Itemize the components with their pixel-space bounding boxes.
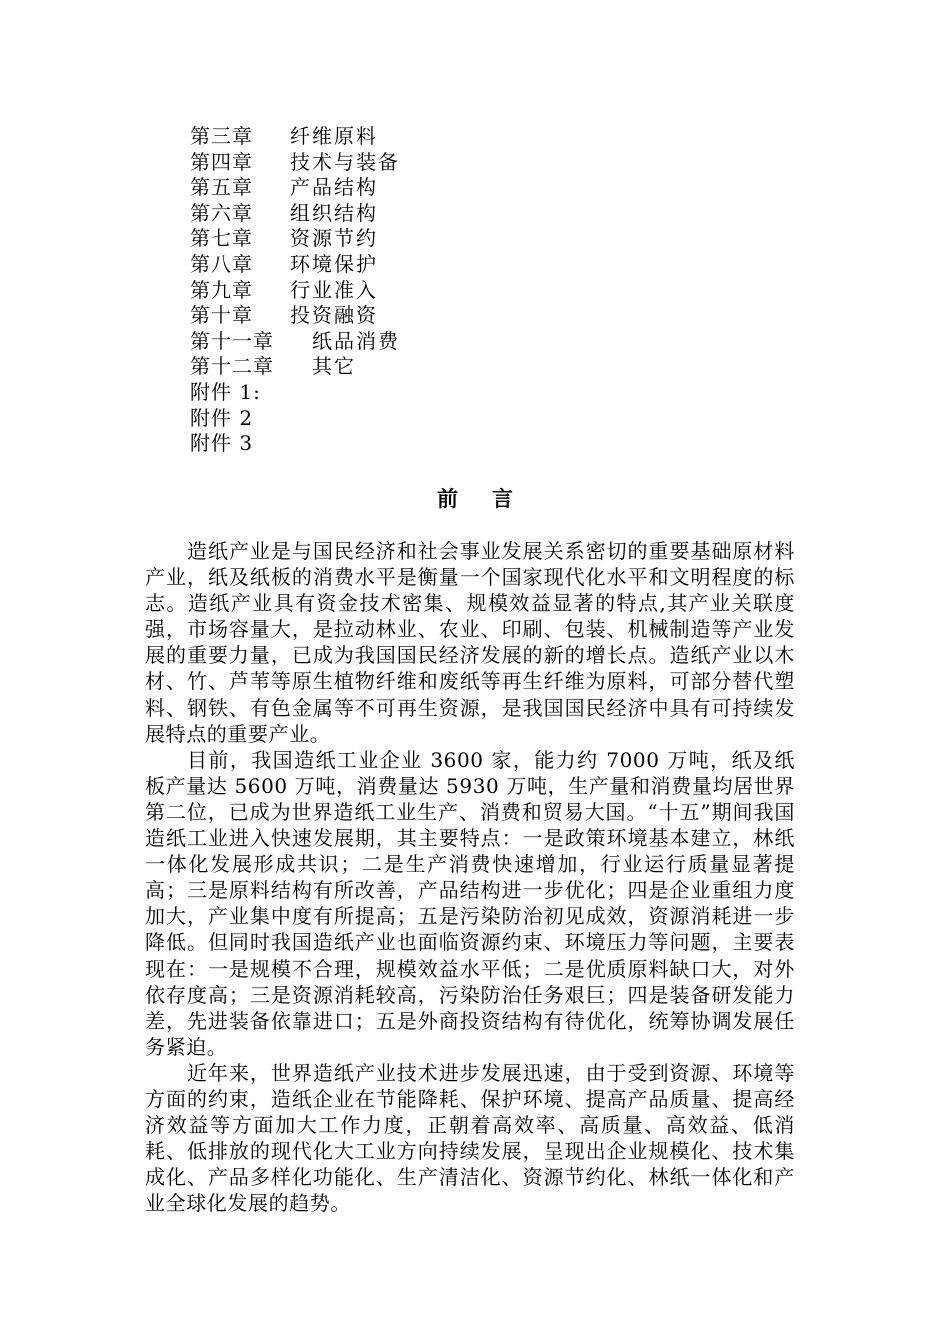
toc-chapter: 第五章 — [190, 175, 253, 200]
toc-title: 资源节约 — [290, 226, 378, 251]
toc-chapter: 第十章 — [190, 303, 253, 328]
toc-title: 组织结构 — [290, 200, 378, 225]
toc-appendix: 附件 3 — [190, 431, 254, 456]
preface-heading: 前言 — [437, 486, 547, 511]
toc-item — [190, 252, 550, 278]
toc-chapter: 第三章 — [190, 124, 253, 148]
toc-item — [190, 329, 550, 355]
toc-chapter: 第十一章 — [190, 328, 274, 353]
preface-body — [145, 538, 795, 1216]
table-of-contents — [190, 124, 550, 457]
preface-paragraph: 造纸产业是与国民经济和社会事业发展关系密切的重要基础原材料产业，纸及纸板的消费水平是衡量一个国家现代化水平和文明程度的标志。造纸产业具有资金技术密集、规模效益显著的特点,其产业关联度强，市场容量大，是拉动林业、农业、印刷、包装、机械制造等产业发展的重要力量，已成为我国国民经济发展的新的增长点。造纸产业以木材、竹、芦苇等原生植物纤维和废纸等再生纤维为原料，可部分替代塑料、钢铁、有色金属等不可再生资源，是我国国民经济中具有可持续发展特点的重要产业。 — [145, 539, 795, 746]
toc-item — [190, 124, 550, 150]
preface-paragraph: 目前，我国造纸工业企业 3600 家，能力约 7000 万吨，纸及纸板产量达 5600 万吨，消费量达 5930 万吨，生产量和消费量均居世界第二位，已成为世界造纸工业生产、消费和贸易大国。“十五”期间我国造纸工业进入快速发展期，其主要特点：一是政策环境基本建立，林纸一体化发展形成共识；二是生产消费快速增加，行业运行质量显著提高；三是原料结构有所改善，产品结构进一步优化；四是企业重组力度加大，产业集中度有所提高；五是污染防治初见成效，资源消耗进一步降低。但同时我国造纸产业也面临资源约束、环境压力等问题，主要表现在：一是规模不合理，规模效益水平低；二是优质原料缺口大，对外依存度高；三是资源消耗较高，污染防治任务艰巨；四是装备研发能力差，先进装备依靠进口；五是外商投资结构有待优化，统筹协调发展任务紧迫。 — [145, 747, 795, 1059]
toc-appendix: 附件 1: — [190, 379, 261, 404]
toc-title: 纤维原料 — [290, 124, 378, 148]
toc-chapter: 第六章 — [190, 200, 253, 225]
toc-item — [190, 431, 550, 457]
toc-title: 技术与装备 — [290, 149, 400, 174]
toc-item — [190, 303, 550, 329]
toc-title: 环境保护 — [290, 251, 378, 276]
toc-title: 纸品消费 — [312, 328, 400, 353]
toc-title: 行业准入 — [290, 277, 378, 302]
toc-title: 产品结构 — [290, 175, 378, 200]
toc-chapter: 第八章 — [190, 251, 253, 276]
toc-chapter: 第十二章 — [190, 354, 274, 379]
toc-item — [190, 406, 550, 432]
toc-item — [190, 380, 550, 406]
toc-appendix: 附件 2 — [190, 405, 254, 430]
toc-item — [190, 226, 550, 252]
toc-title: 其它 — [312, 354, 356, 379]
toc-chapter: 第四章 — [190, 149, 253, 174]
toc-item — [190, 175, 550, 201]
toc-item — [190, 354, 550, 380]
toc-title: 投资融资 — [290, 303, 378, 328]
toc-item — [190, 201, 550, 227]
toc-chapter: 第九章 — [190, 277, 253, 302]
toc-chapter: 第七章 — [190, 226, 253, 251]
toc-item — [190, 278, 550, 304]
preface-paragraph: 近年来，世界造纸产业技术进步发展迅速，由于受到资源、环境等方面的约束，造纸企业在节能降耗、保护环境、提高产品质量、提高经济效益等方面加大工作力度，正朝着高效率、高质量、高效益、低消耗、低排放的现代化大工业方向持续发展，呈现出企业规模化、技术集成化、产品多样化功能化、生产清洁化、资源节约化、林纸一体化和产业全球化发展的趋势。 — [145, 1060, 795, 1216]
toc-item — [190, 150, 550, 176]
